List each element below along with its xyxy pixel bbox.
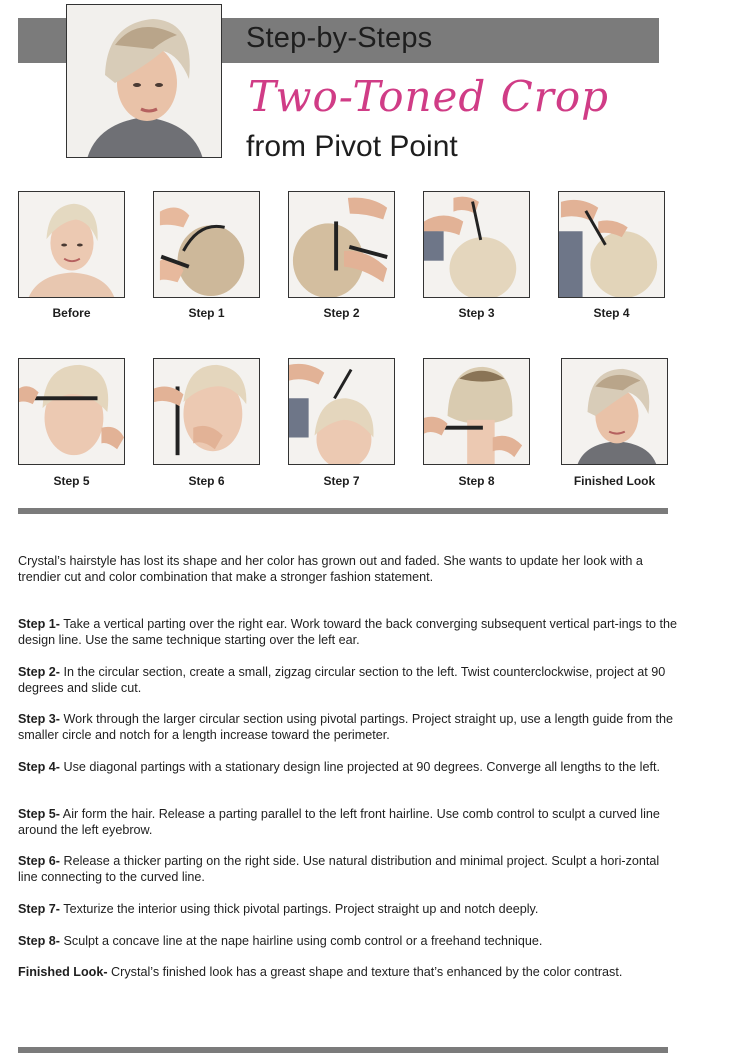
step-7 <box>18 901 678 917</box>
step-5 <box>18 806 678 838</box>
step-text: Air form the hair. Release a parting parallel to the left front hairline. Use comb control to sculpt a curved line around the left eyebrow. <box>18 807 660 837</box>
step3-illustration <box>424 192 529 297</box>
step-3 <box>18 711 678 743</box>
caption-step8: Step 8 <box>458 474 495 488</box>
step8-photo <box>423 358 530 465</box>
step-4 <box>18 759 678 775</box>
step-label: Finished Look- <box>18 965 108 979</box>
step-label: Step 5- <box>18 807 60 821</box>
step-text: Texturize the interior using thick pivotal partings. Project straight up and notch deeply. <box>60 902 539 916</box>
step2-illustration <box>289 192 394 297</box>
step6-illustration <box>154 359 259 464</box>
step-1 <box>18 616 678 648</box>
step-text: Use diagonal partings with a stationary design line projected at 90 degrees. Converge all lengths to the left. <box>60 760 660 774</box>
step-label: Step 6- <box>18 854 60 868</box>
caption-before: Before <box>52 306 91 320</box>
step-text: Release a thicker parting on the right side. Use natural distribution and minimal project. Sculpt a hori-zontal line connecting to the curved line. <box>18 854 660 884</box>
step-text: Work through the larger circular section using pivotal partings. Project straight up, use a length guide from the smaller circle and notch for a length increase toward the perimeter. <box>18 712 673 742</box>
caption-step7: Step 7 <box>323 474 360 488</box>
step-text: Sculpt a concave line at the nape hairline using comb control or a freehand technique. <box>60 934 543 948</box>
step-6 <box>18 853 678 885</box>
before-photo <box>18 191 125 298</box>
before-illustration <box>19 192 124 297</box>
step-label: Step 3- <box>18 712 60 726</box>
step4-photo <box>558 191 665 298</box>
finished-look-step <box>18 964 678 980</box>
finished-look-photo <box>561 358 668 465</box>
step5-photo <box>18 358 125 465</box>
caption-step5: Step 5 <box>53 474 90 488</box>
step-text: Take a vertical parting over the right ear. Work toward the back converging subsequent vertical part-ings to the design line. Use the same technique starting over the left ear. <box>18 617 677 647</box>
caption-finished-look: Finished Look <box>573 474 656 488</box>
caption-step4: Step 4 <box>593 306 630 320</box>
caption-step6: Step 6 <box>188 474 225 488</box>
step5-illustration <box>19 359 124 464</box>
caption-step1: Step 1 <box>188 306 225 320</box>
step4-illustration <box>559 192 664 297</box>
intro-paragraph: Crystal’s hairstyle has lost its shape and her color has grown out and faded. She wants to update her look with a trendier cut and color combination that make a stronger fashion statement. <box>18 554 643 584</box>
portrait-illustration <box>67 5 222 158</box>
caption-step2: Step 2 <box>323 306 360 320</box>
page-title: Two-Toned Crop <box>248 72 610 121</box>
step3-photo <box>423 191 530 298</box>
step-8 <box>18 933 678 949</box>
header-kicker: Step-by-Steps <box>246 22 433 54</box>
step1-photo <box>153 191 260 298</box>
step-label: Step 7- <box>18 902 60 916</box>
step-label: Step 4- <box>18 760 60 774</box>
step-2 <box>18 664 678 696</box>
step-text: Crystal’s finished look has a greast shape and texture that’s enhanced by the color contrast. <box>107 965 623 979</box>
step-label: Step 1- <box>18 617 60 631</box>
step-label: Step 8- <box>18 934 60 948</box>
finished-look-illustration <box>562 359 667 464</box>
caption-step3: Step 3 <box>458 306 495 320</box>
step2-photo <box>288 191 395 298</box>
hero-photo <box>66 4 222 158</box>
step6-photo <box>153 358 260 465</box>
step-label: Step 2- <box>18 665 60 679</box>
divider-top <box>18 508 668 514</box>
step-text: In the circular section, create a small, zigzag circular section to the left. Twist counterclockwise, project at 90 degrees and slide cut. <box>18 665 666 695</box>
step7-illustration <box>289 359 394 464</box>
step8-illustration <box>424 359 529 464</box>
step1-illustration <box>154 192 259 297</box>
page-subtitle: from Pivot Point <box>246 130 458 163</box>
step7-photo <box>288 358 395 465</box>
divider-bottom <box>18 1047 668 1053</box>
